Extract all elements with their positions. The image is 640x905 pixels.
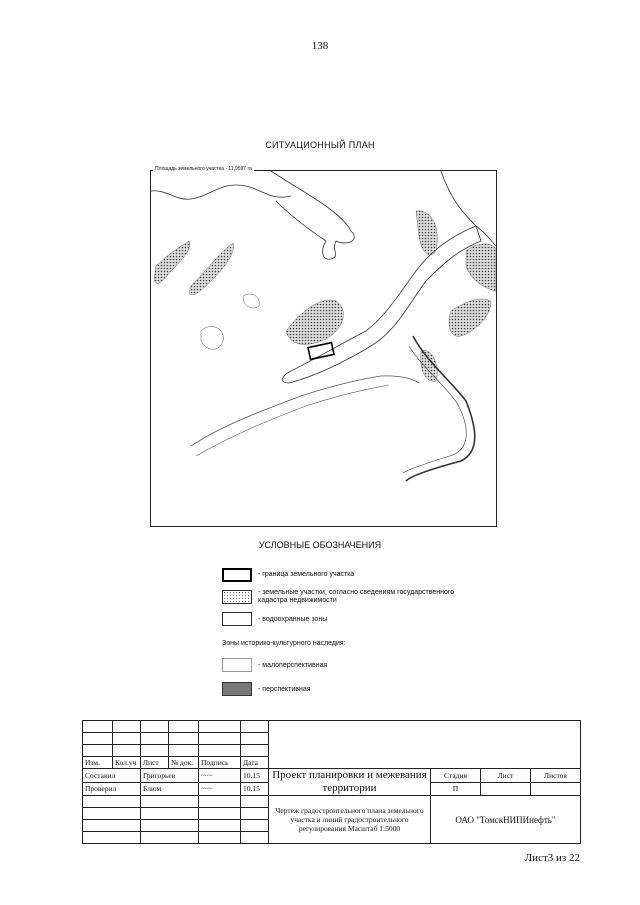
plan-title: СИТУАЦИОННЫЙ ПЛАН [265, 140, 375, 150]
legend-swatch-water-zone [222, 612, 252, 626]
title-block [82, 720, 581, 844]
legend-item-plot-boundary: - граница земельного участка [258, 571, 355, 578]
stamp-cell [141, 808, 199, 820]
stamp-cell [241, 808, 269, 820]
stamp-cell [531, 782, 581, 796]
stamp-cell [481, 782, 531, 796]
header-doc-no: № док. [169, 757, 199, 769]
stamp-cell [199, 733, 241, 745]
legend-swatch-plot-boundary [222, 568, 252, 582]
stamp-cell [141, 832, 199, 844]
stamp-cell [241, 733, 269, 745]
stamp-cell [199, 796, 241, 808]
sheet-counter: Лист3 из 22 [524, 852, 580, 864]
header-signature: Подпись [199, 757, 241, 769]
stamp-cell [199, 808, 241, 820]
map-area-label: Площадь земельного участка - 11,9597 га [155, 166, 252, 172]
stamp-empty-area [269, 721, 581, 769]
stamp-cell [113, 745, 141, 757]
stamp-cell [113, 733, 141, 745]
stamp-cell [241, 832, 269, 844]
stage-value: П [431, 782, 481, 796]
stamp-cell [141, 796, 199, 808]
project-title: Проект планировки и межевания территории [269, 769, 431, 796]
legend-swatch-cadastre [222, 590, 252, 604]
stage-header: Стадия [431, 769, 481, 783]
header-kol-uch: Кол.уч [113, 757, 141, 769]
header-izm: Изм. [83, 757, 113, 769]
stamp-cell [169, 733, 199, 745]
stamp-cell [83, 745, 113, 757]
page-number: 138 [311, 40, 329, 52]
stamp-cell [241, 796, 269, 808]
stamp-cell [113, 721, 141, 733]
stamp-cell [169, 745, 199, 757]
stamp-cell [141, 745, 169, 757]
stamp-cell [141, 721, 169, 733]
stamp-cell [83, 808, 141, 820]
stamp-cell [83, 820, 141, 832]
signature-blum: ~~~ [199, 782, 241, 796]
sheets-header: Листов [531, 769, 581, 783]
legend-item-prospective: - перспективная [258, 686, 311, 693]
stamp-cell [83, 832, 141, 844]
organization: ОАО "ТомскНИПИнефть" [431, 796, 581, 844]
stamp-cell [199, 832, 241, 844]
stamp-cell [199, 820, 241, 832]
stamp-cell [83, 721, 113, 733]
legend-swatch-low-prospective [222, 658, 252, 672]
stamp-cell [141, 820, 199, 832]
checked-role: Проверил [83, 782, 141, 796]
stamp-cell [83, 733, 113, 745]
legend-item-water-zone: - водоохранные зоны [258, 616, 328, 623]
signature-grigoriev: ~~~ [199, 769, 241, 783]
drawing-title: Чертеж градостроительного плана земельного участка и линий градостроительного регулирования Масштаб 1:5000 [269, 796, 431, 844]
stamp-cell [241, 745, 269, 757]
header-date: Дата [241, 757, 269, 769]
checked-date: 10.15 [241, 782, 269, 796]
checked-name: Блюм [141, 782, 199, 796]
legend-swatch-prospective [222, 682, 252, 696]
stamp-cell [199, 721, 241, 733]
stamp-cell [241, 820, 269, 832]
stamp-cell [199, 745, 241, 757]
legend-item-cadastre: - земельные участки, согласно сведениям государственного кадастра недвижимости [258, 589, 455, 604]
map-drawing [151, 171, 496, 526]
header-list: Лист [141, 757, 169, 769]
compiled-date: 10.15 [241, 769, 269, 783]
legend-heritage-title: Зоны историко-культурного наследия: [222, 640, 346, 647]
legend-item-low-prospective: - малоперспективная [258, 662, 328, 669]
compiled-name: Григорьев [141, 769, 199, 783]
stamp-cell [83, 796, 141, 808]
stamp-cell [241, 721, 269, 733]
situation-map [150, 170, 497, 527]
legend-title: УСЛОВНЫЕ ОБОЗНАЧЕНИЯ [258, 540, 382, 550]
stamp-cell [141, 733, 169, 745]
compiled-role: Составил [83, 769, 141, 783]
sheet-header: Лист [481, 769, 531, 783]
stamp-cell [169, 721, 199, 733]
